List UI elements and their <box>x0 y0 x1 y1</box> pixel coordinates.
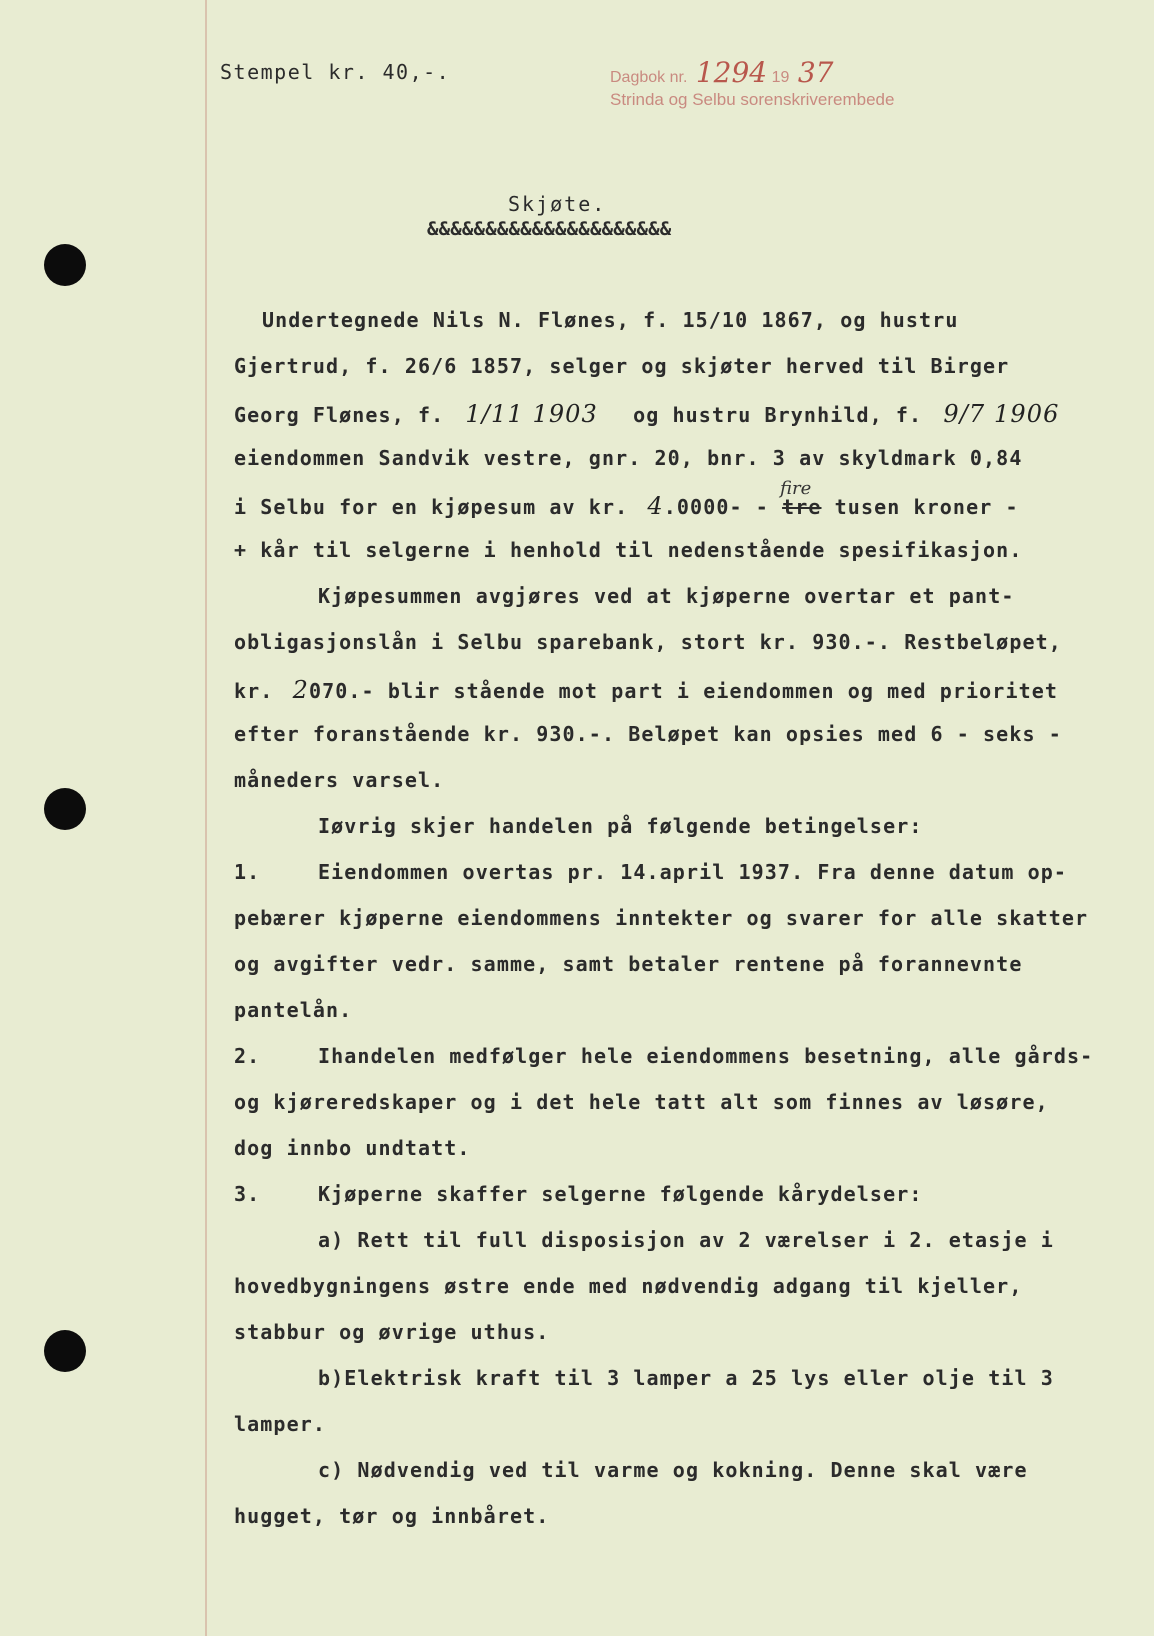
text-line: Iøvrig skjer handelen på følgende betingelser: <box>318 814 923 838</box>
clause-number: 1. <box>234 860 261 884</box>
journal-year-printed: 19 <box>771 69 790 86</box>
text-line: Eiendommen overtas pr. 14.april 1937. Fra denne datum op- <box>318 860 1068 884</box>
text-line: Gjertrud, f. 26/6 1857, selger og skjøter herved til Birger <box>234 354 1010 378</box>
text-line: stabbur og øvrige uthus. <box>234 1320 550 1344</box>
text-segment: og hustru Brynhild, f. <box>633 403 923 427</box>
journal-label: Dagbok nr. <box>610 69 688 86</box>
text-segment: tusen kroner - <box>834 495 1019 519</box>
clause-number: 3. <box>234 1182 261 1206</box>
text-segment: i Selbu for en kjøpesum av kr. <box>234 495 629 519</box>
punch-hole <box>44 244 86 286</box>
text-line: c) Nødvendig ved til varme og kokning. Denne skal være <box>318 1458 1028 1482</box>
text-line: dog innbo undtatt. <box>234 1136 471 1160</box>
punch-hole <box>44 1330 86 1372</box>
handwritten-digit: 4 <box>647 492 664 520</box>
text-segment: .0000- - <box>663 495 769 519</box>
text-line: Kjøperne skaffer selgerne følgende kårydelser: <box>318 1182 923 1206</box>
court-office: Strinda og Selbu sorenskriverembede <box>610 90 895 109</box>
text-line: obligasjonslån i Selbu sparebank, stort kr. 930.-. Restbeløpet, <box>234 630 1062 654</box>
text-line: og avgifter vedr. samme, samt betaler rentene på forannevnte <box>234 952 1023 976</box>
handwritten-insertion: fire <box>780 478 812 499</box>
stamp-fee: Stempel kr. 40,-. <box>220 60 451 84</box>
text-line: Ihandelen medfølger hele eiendommens besetning, alle gårds- <box>318 1044 1094 1068</box>
text-line <box>234 676 1058 704</box>
text-line: pebærer kjøperne eiendommens inntekter og svarer for alle skatter <box>234 906 1089 930</box>
text-line: + kår til selgerne i henhold til nedenstående spesifikasjon. <box>234 538 1023 562</box>
punch-hole <box>44 788 86 830</box>
text-line: hugget, tør og innbåret. <box>234 1504 550 1528</box>
text-line: måneders varsel. <box>234 768 445 792</box>
journal-stamp <box>610 56 833 89</box>
text-line: efter foranstående kr. 930.-. Beløpet kan opsies med 6 - seks - <box>234 722 1062 746</box>
struck-word: tre <box>782 495 822 519</box>
text-line <box>234 492 1019 520</box>
text-segment: kr. <box>234 679 274 703</box>
text-line: Kjøpesummen avgjøres ved at kjøperne overtar et pant- <box>318 584 1015 608</box>
text-segment: Georg Flønes, f. <box>234 403 445 427</box>
text-line: eiendommen Sandvik vestre, gnr. 20, bnr. 3 av skyldmark 0,84 <box>234 446 1023 470</box>
text-line: hovedbygningens østre ende med nødvendig adgang til kjeller, <box>234 1274 1023 1298</box>
text-line: pantelån. <box>234 998 353 1022</box>
handwritten-date: 9/7 1906 <box>943 400 1060 428</box>
text-line: og kjøreredskaper og i det hele tatt alt som finnes av løsøre, <box>234 1090 1049 1114</box>
margin-rule <box>205 0 207 1636</box>
clause-number: 2. <box>234 1044 261 1068</box>
handwritten-date: 1/11 1903 <box>465 400 598 428</box>
journal-number: 1294 <box>695 56 768 89</box>
text-line: lamper. <box>234 1412 326 1436</box>
title-underline: &&&&&&&&&&&&&&&&&&&&& <box>427 218 672 240</box>
document-title: Skjøte. <box>508 192 607 216</box>
text-line <box>234 400 1060 428</box>
text-line: a) Rett til full disposisjon av 2 værelser i 2. etasje i <box>318 1228 1054 1252</box>
text-line: b)Elektrisk kraft til 3 lamper a 25 lys eller olje til 3 <box>318 1366 1054 1390</box>
text-line: Undertegnede Nils N. Flønes, f. 15/10 1867, og hustru <box>262 308 959 332</box>
journal-year-handwritten: 37 <box>797 56 834 89</box>
text-segment: 070.- blir stående mot part i eiendommen og med prioritet <box>308 679 1059 703</box>
handwritten-digit: 2 <box>292 676 309 704</box>
